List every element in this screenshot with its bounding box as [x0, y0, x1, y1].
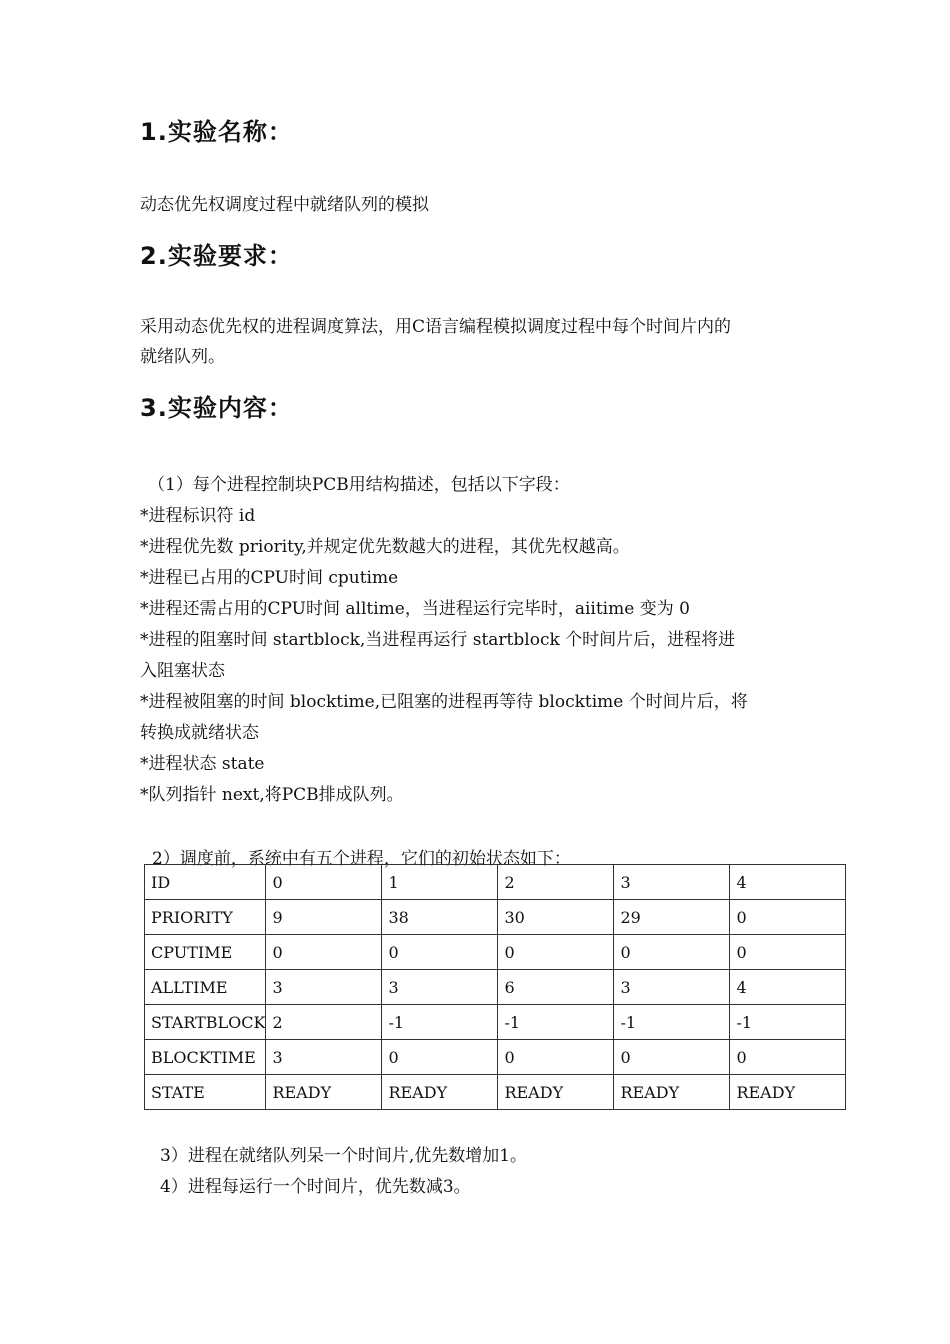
value-cell: 3 [266, 970, 382, 1005]
value-cell: READY [730, 1075, 846, 1110]
field-line: *进程还需占用的CPU时间 alltime，当进程运行完毕时，aiitime 变为 0 [140, 599, 690, 619]
item4-text: 4）进程每运行一个时间片，优先数减3。 [160, 1177, 471, 1197]
value-cell: 0 [730, 1040, 846, 1075]
section-heading-requirements: 2.实验要求： [140, 242, 293, 270]
requirements-line-2: 就绪队列。 [140, 347, 225, 367]
value-cell: 30 [498, 900, 614, 935]
field-line: 入阻塞状态 [140, 661, 225, 681]
value-cell: 0 [498, 935, 614, 970]
value-cell: -1 [614, 1005, 730, 1040]
value-cell: 2 [498, 865, 614, 900]
experiment-name-text: 动态优先权调度过程中就绪队列的模拟 [140, 195, 429, 215]
value-cell: 3 [266, 1040, 382, 1075]
value-cell: READY [266, 1075, 382, 1110]
value-cell: 4 [730, 865, 846, 900]
value-cell: 0 [266, 865, 382, 900]
table-row [145, 900, 846, 935]
value-cell: 0 [382, 935, 498, 970]
section-heading-content: 3.实验内容： [140, 394, 293, 422]
requirements-line-1: 采用动态优先权的进程调度算法，用C语言编程模拟调度过程中每个时间片内的 [140, 317, 732, 337]
value-cell: 3 [614, 970, 730, 1005]
field-line: *进程的阻塞时间 startblock,当进程再运行 startblock 个时间片后，进程将进 [140, 630, 736, 650]
table-row [145, 1040, 846, 1075]
row-label-cell: CPUTIME [145, 935, 266, 970]
item3-text: 3）进程在就绪队列呆一个时间片,优先数增加1。 [160, 1146, 528, 1166]
field-line: *进程标识符 id [140, 506, 256, 526]
table-row [145, 1005, 846, 1040]
value-cell: 0 [614, 935, 730, 970]
value-cell: 0 [730, 900, 846, 935]
value-cell: -1 [382, 1005, 498, 1040]
value-cell: -1 [730, 1005, 846, 1040]
value-cell: 29 [614, 900, 730, 935]
value-cell: 6 [498, 970, 614, 1005]
value-cell: 0 [730, 935, 846, 970]
table-row [145, 865, 846, 900]
value-cell: 3 [614, 865, 730, 900]
value-cell: 4 [730, 970, 846, 1005]
value-cell: -1 [498, 1005, 614, 1040]
value-cell: 0 [498, 1040, 614, 1075]
process-state-table [144, 864, 846, 1110]
value-cell: 0 [266, 935, 382, 970]
item1-intro: （1）每个进程控制块PCB用结构描述，包括以下字段： [148, 475, 570, 495]
value-cell: 2 [266, 1005, 382, 1040]
row-label-cell: PRIORITY [145, 900, 266, 935]
field-line: 转换成就绪状态 [140, 723, 259, 743]
field-line: *进程被阻塞的时间 blocktime,已阻塞的进程再等待 blocktime 个时间片后，将 [140, 692, 748, 712]
section-heading-name: 1.实验名称： [140, 118, 293, 146]
field-line: *队列指针 next,将PCB排成队列。 [140, 785, 404, 805]
field-line: *进程已占用的CPU时间 cputime [140, 568, 399, 588]
value-cell: READY [614, 1075, 730, 1110]
value-cell: 0 [614, 1040, 730, 1075]
value-cell: 0 [382, 1040, 498, 1075]
row-label-cell: STATE [145, 1075, 266, 1110]
value-cell: 9 [266, 900, 382, 935]
value-cell: READY [498, 1075, 614, 1110]
value-cell: 38 [382, 900, 498, 935]
value-cell: 3 [382, 970, 498, 1005]
table-row [145, 1075, 846, 1110]
field-line: *进程状态 state [140, 754, 265, 774]
row-label-cell: ID [145, 865, 266, 900]
field-line: *进程优先数 priority,并规定优先数越大的进程，其优先权越高。 [140, 537, 630, 557]
table-row [145, 935, 846, 970]
table-row [145, 970, 846, 1005]
row-label-cell: BLOCKTIME [145, 1040, 266, 1075]
value-cell: READY [382, 1075, 498, 1110]
row-label-cell: ALLTIME [145, 970, 266, 1005]
row-label-cell: STARTBLOCK [145, 1005, 266, 1040]
item2-intro: 2）调度前，系统中有五个进程，它们的初始状态如下： [152, 849, 571, 869]
value-cell: 1 [382, 865, 498, 900]
